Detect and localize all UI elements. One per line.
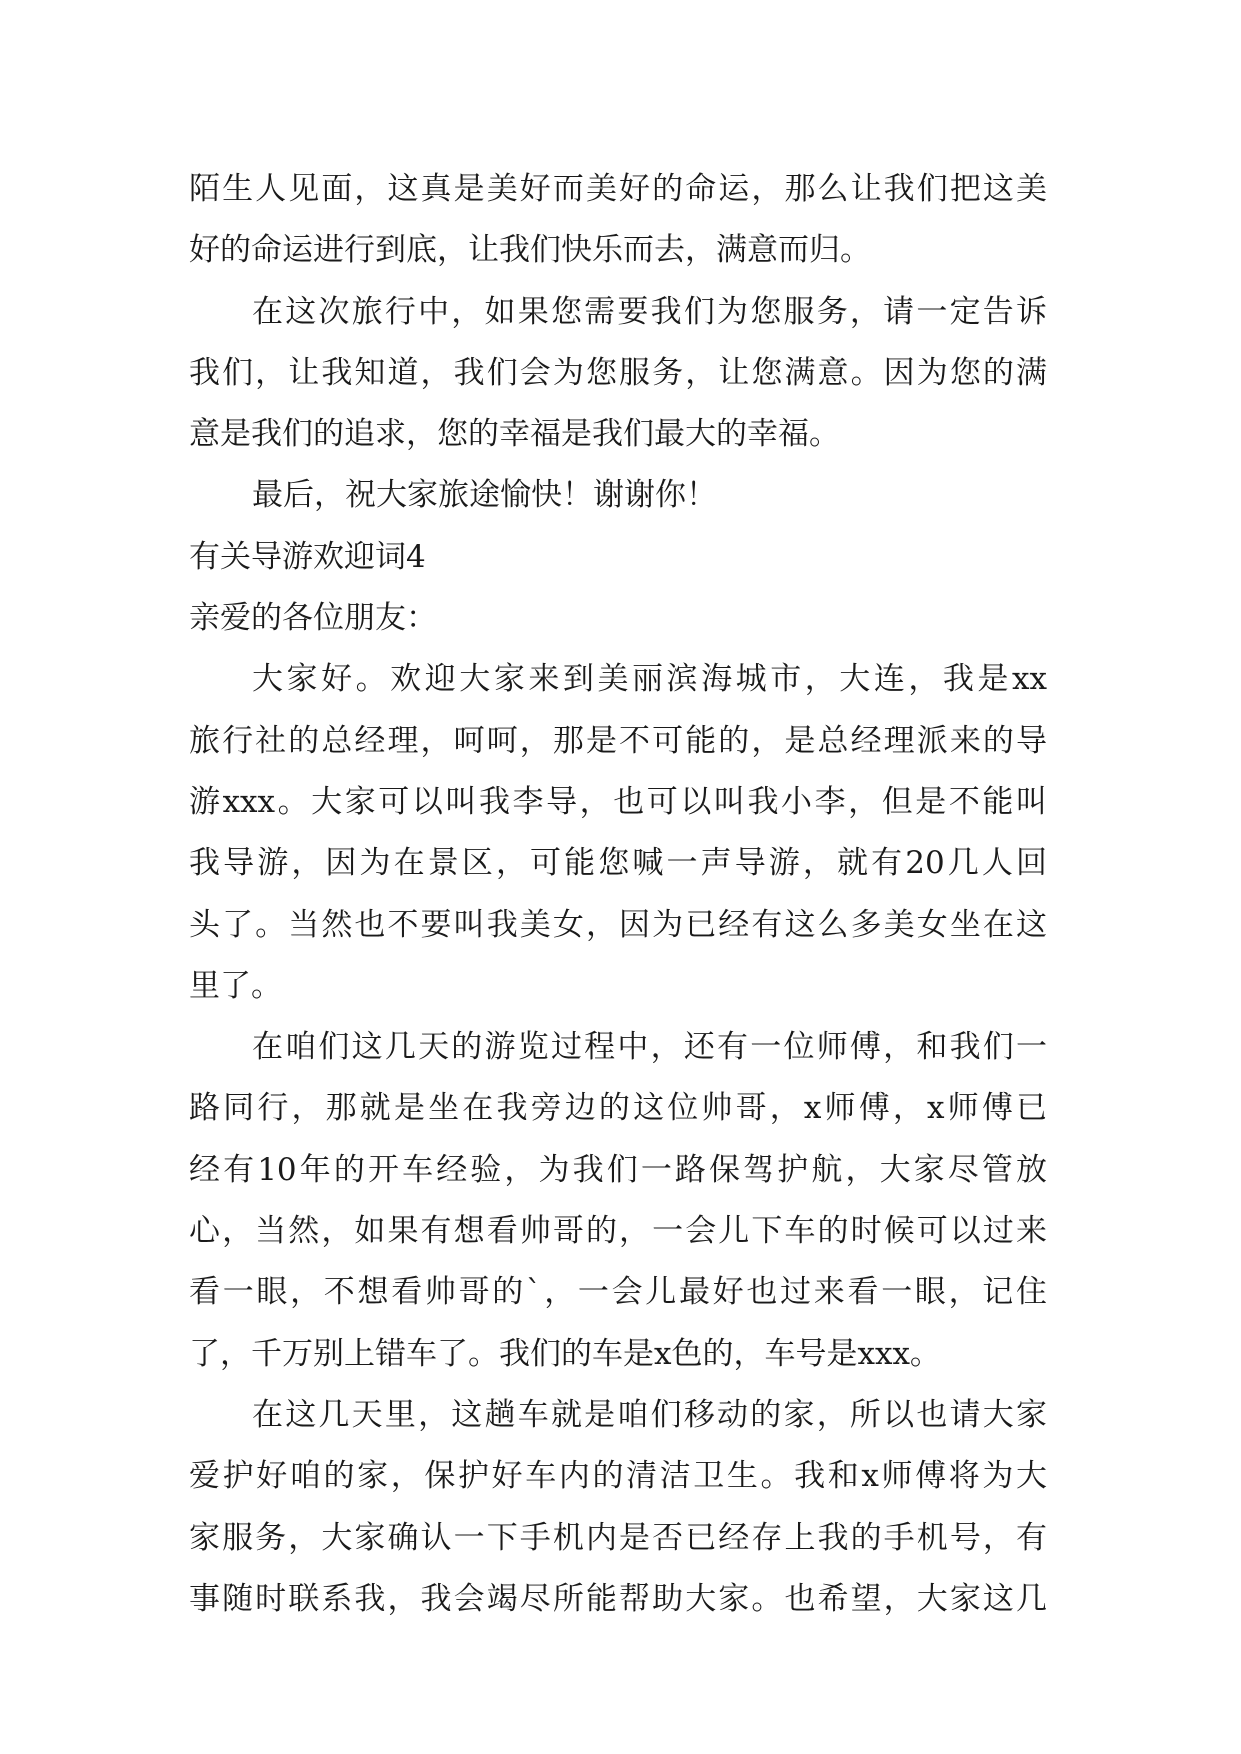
document-page [189,159,1047,1630]
text-line: 里了。 [189,967,282,1004]
text-line: 游xxx。大家可以叫我李导，也可以叫我小李，但是不能叫 [189,783,1047,820]
text-line: 在咱们这几天的游览过程中，还有一位师傅，和我们一 [252,1029,1047,1066]
text-line: 心，当然，如果有想看帅哥的，一会儿下车的时候可以过来 [189,1213,1047,1250]
text-line: 我们，让我知道，我们会为您服务，让您满意。因为您的满 [189,354,1047,391]
text-line: 我导游，因为在景区，可能您喊一声导游，就有20几人回 [189,845,1047,882]
salutation: 亲爱的各位朋友： [189,600,437,637]
text-line: 旅行社的总经理，呵呵，那是不可能的，是总经理派来的导 [189,722,1047,759]
text-line: 看一眼，不想看帅哥的`，一会儿最好也过来看一眼，记住 [189,1274,1047,1311]
text-line: 事随时联系我，我会竭尽所能帮助大家。也希望，大家这几 [189,1580,1047,1617]
text-line: 好的命运进行到底，让我们快乐而去，满意而归。 [189,232,871,269]
text-line: 在这次旅行中，如果您需要我们为您服务，请一定告诉 [252,293,1047,330]
text-line: 在这几天里，这趟车就是咱们移动的家，所以也请大家 [252,1396,1047,1433]
text-line: 爱护好咱的家，保护好车内的清洁卫生。我和x师傅将为大 [189,1458,1047,1495]
text-line: 经有10年的开车经验，为我们一路保驾护航，大家尽管放 [189,1151,1047,1188]
text-line: 头了。当然也不要叫我美女，因为已经有这么多美女坐在这 [189,906,1047,943]
section-heading: 有关导游欢迎词4 [189,538,426,575]
text-line: 路同行，那就是坐在我旁边的这位帅哥，x师傅，x师傅已 [189,1090,1047,1127]
text-line: 家服务，大家确认一下手机内是否已经存上我的手机号，有 [189,1519,1047,1556]
text-line: 了，千万别上错车了。我们的车是x色的，车号是xxx。 [189,1335,941,1372]
text-line: 意是我们的追求，您的幸福是我们最大的幸福。 [189,416,840,453]
text-line: 陌生人见面，这真是美好而美好的命运，那么让我们把这美 [189,171,1047,207]
text-line: 大家好。欢迎大家来到美丽滨海城市，大连，我是xx [252,661,1047,698]
text-line: 最后，祝大家旅途愉快！谢谢你！ [252,477,717,514]
